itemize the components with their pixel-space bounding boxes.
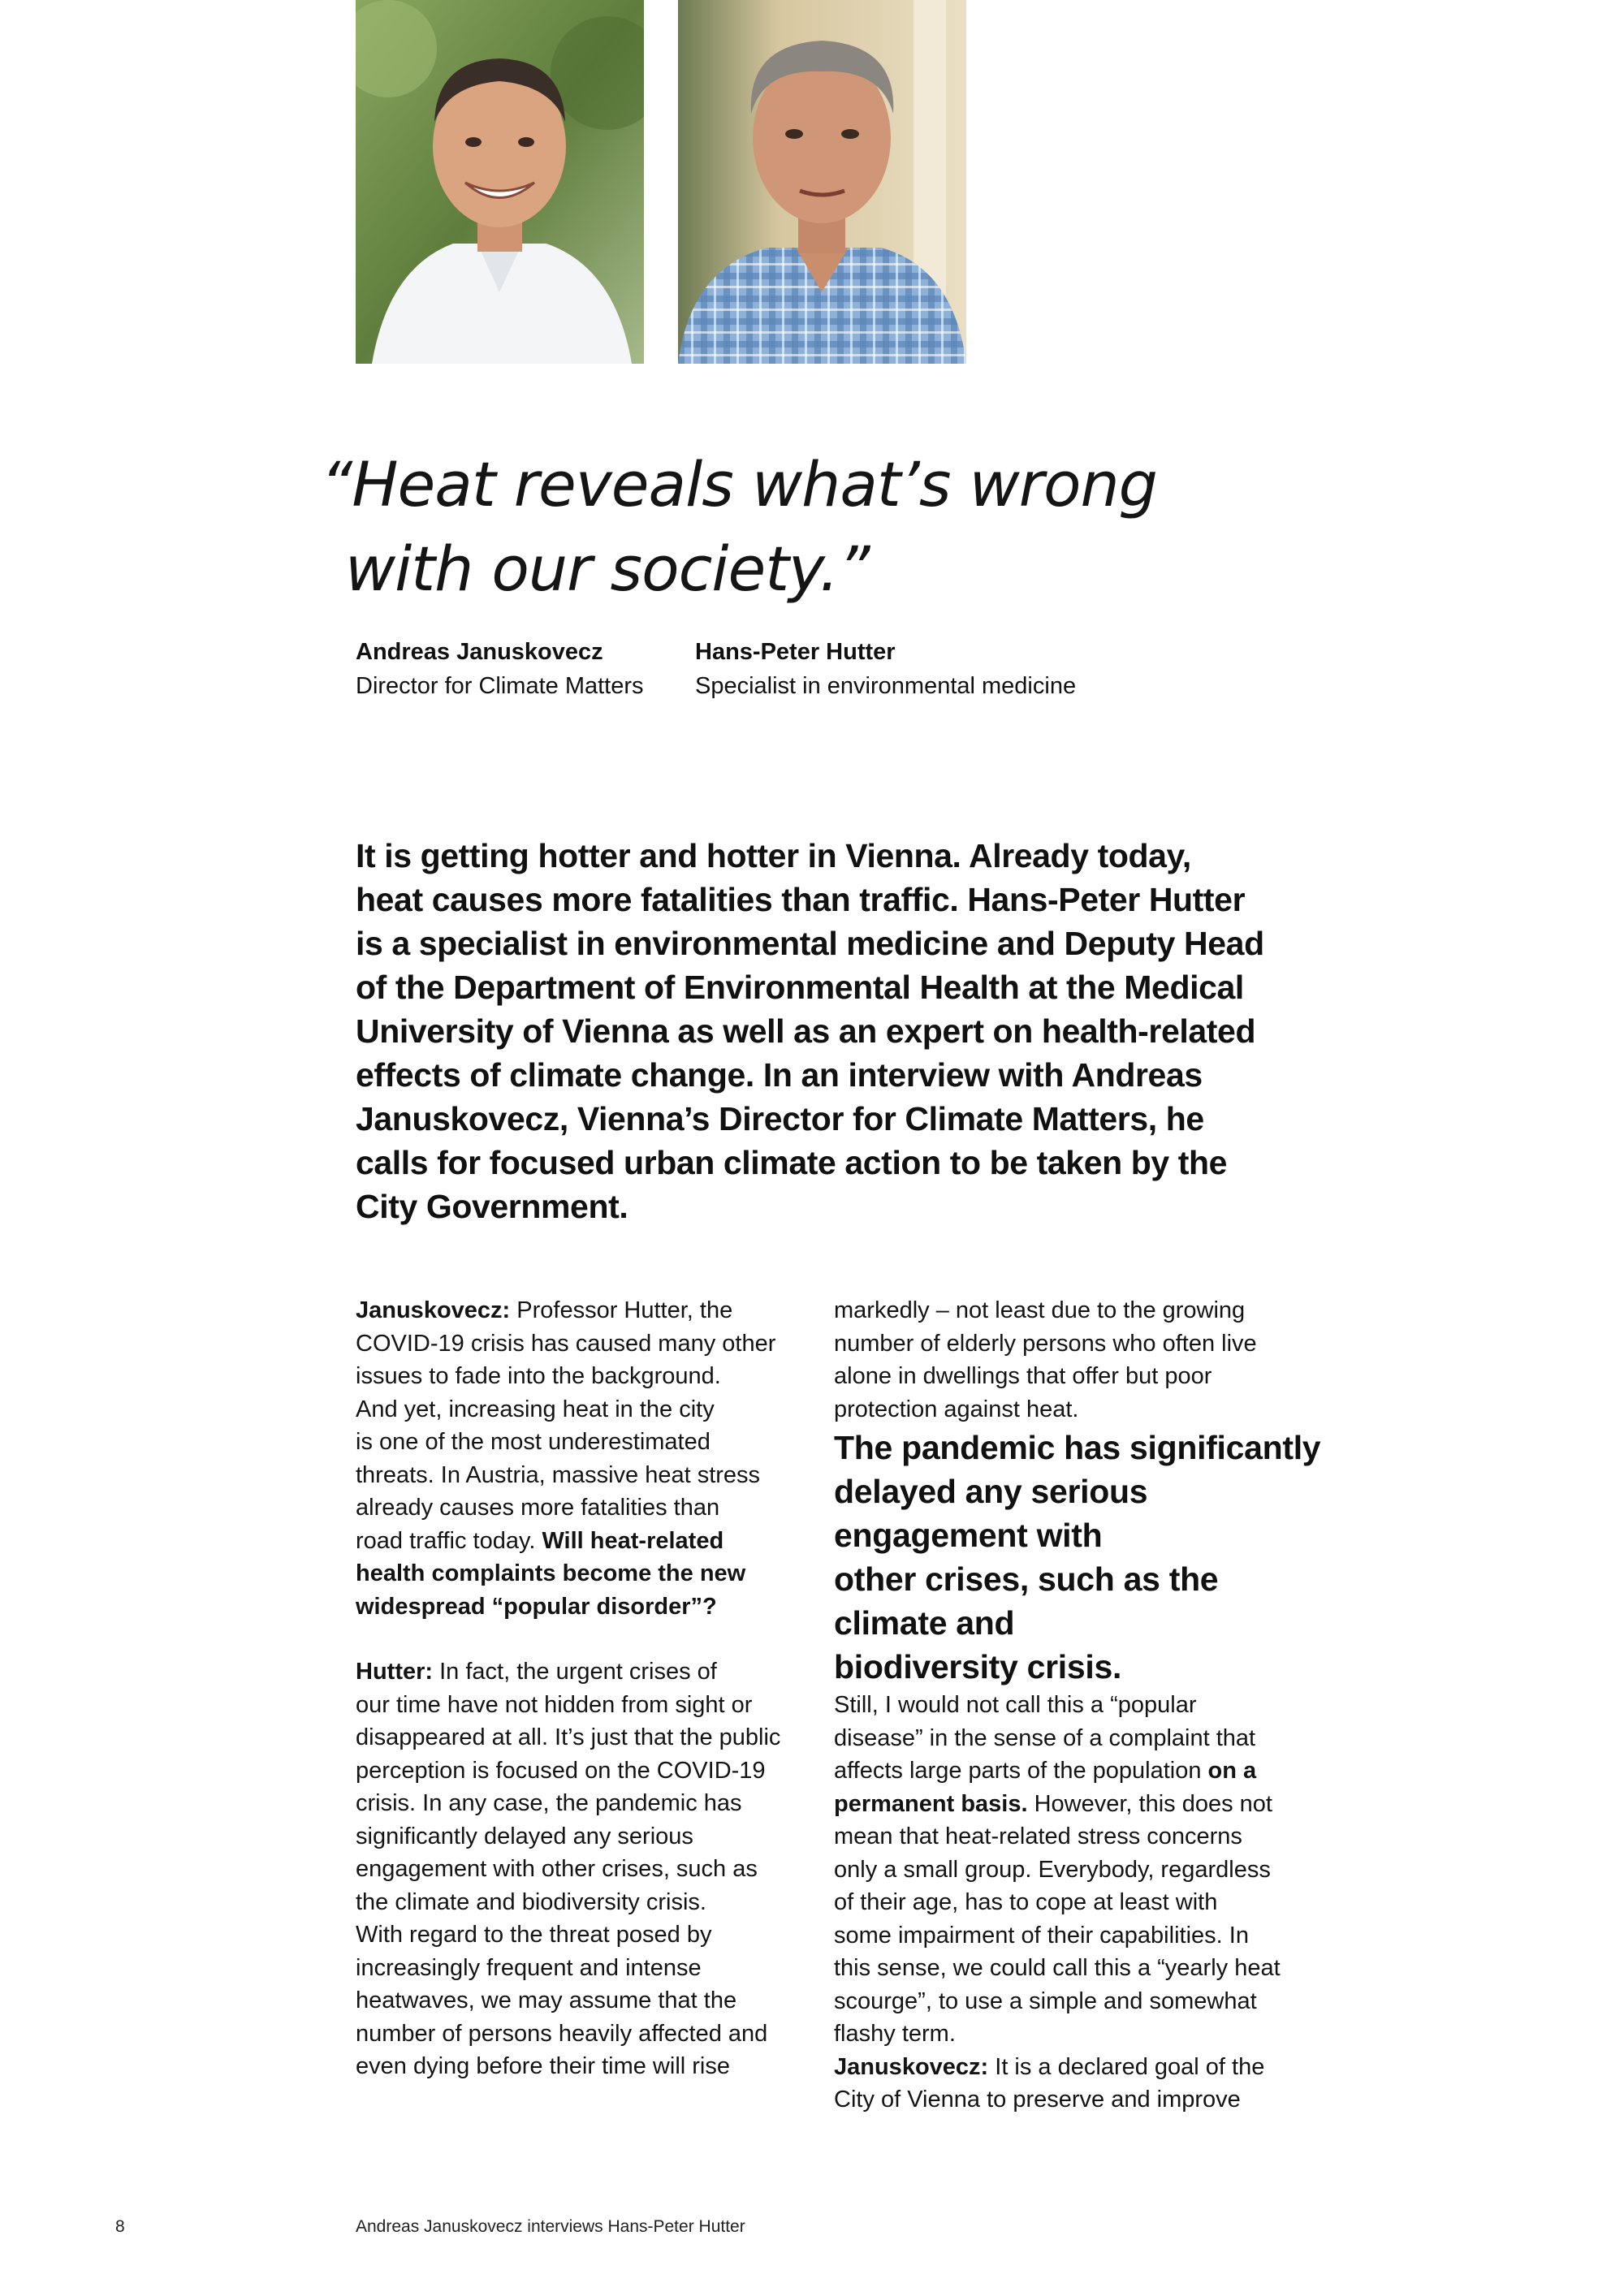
person-role: Director for Climate Matters [356,673,644,699]
headline-quote [321,442,1376,611]
lead-line: It is getting hotter and hotter in Vienna. Already today, [356,837,1191,874]
question-2: Januskovecz: It is a declared goal of the City of Vienna to preserve and improve [834,2053,1265,2113]
lead-line: is a specialist in environmental medicine and Deputy Head [356,925,1264,962]
interview-column-right [834,1294,1337,2117]
credit-hutter [695,635,1076,703]
question-1: Januskovecz: Professor Hutter, the COVID-19 crisis has caused many other issues to fade into the background. And yet, increasing heat in the city is one of the most underestimated threats. In Austria, massive heat stress already causes more fatalities than road traffic today. Will heat-related health complaints become the new widespread “popular disorder”? [356,1297,776,1620]
answer-1-continued: markedly – not least due to the growing number of elderly persons who often live alone in dwellings that offer but poor protection against heat. [834,1297,1257,1422]
credit-januskovecz [356,635,644,703]
lead-line: University of Vienna as well as an expert on health-related [356,1012,1256,1050]
portrait-hutter [678,0,966,364]
person-name: Hans-Peter Hutter [695,639,896,665]
lead-paragraph [356,834,1298,1228]
lead-line: calls for focused urban climate action to be taken by the [356,1144,1228,1181]
running-title: Andreas Januskovecz interviews Hans-Peter Hutter [356,2217,745,2236]
answer-1: Hutter: In fact, the urgent crises of our time have not hidden from sight or disappeared at all. It’s just that the public perception is focused on the COVID-19 crisis. In any case, the pandemic has significantly delayed any serious engagement with other crises, such as the climate and biodiversity crisis. With regard to the threat posed by increasingly frequent and intense heatwaves, we may assume that the number of persons heavily affected and even dying before their time will rise [356,1659,781,2079]
lead-line: heat causes more fatalities than traffic. Hans-Peter Hutter [356,881,1246,918]
lead-line: City Government. [356,1188,628,1225]
speaker-label: Januskovecz: [356,1297,511,1323]
speaker-label: Januskovecz: [834,2053,989,2080]
interview-column-left [356,1294,810,2083]
portrait-januskovecz [356,0,644,364]
lead-line: of the Department of Environmental Health at the Medical [356,969,1244,1006]
person-name: Andreas Januskovecz [356,639,603,665]
pull-quote: The pandemic has significantly delayed any serious engagement with other crises, such as the climate and biodiversity crisis. [834,1429,1321,1685]
lead-line: Januskovecz, Vienna’s Director for Climate Matters, he [356,1100,1204,1137]
speaker-label: Hutter: [356,1659,434,1685]
headline-line-1: “Heat reveals what’s wrong [321,448,1157,520]
page-number: 8 [115,2217,125,2236]
person-role: Specialist in environmental medicine [695,673,1077,699]
headline-line-2: with our society.” [345,533,870,605]
lead-line: effects of climate change. In an interview with Andreas [356,1056,1203,1094]
answer-1-part-2: Still, I would not call this a “popular disease” in the sense of a complaint that affects large parts of the population on a permanent basis. However, this does not mean that heat-related stress concerns only a small group. Everybody, regardless of their age, has to cope at least with some impairment of their capabilities. In this sense, we could call this a “yearly heat scourge”, to use a simple and somewhat flashy term. [834,1692,1281,2047]
